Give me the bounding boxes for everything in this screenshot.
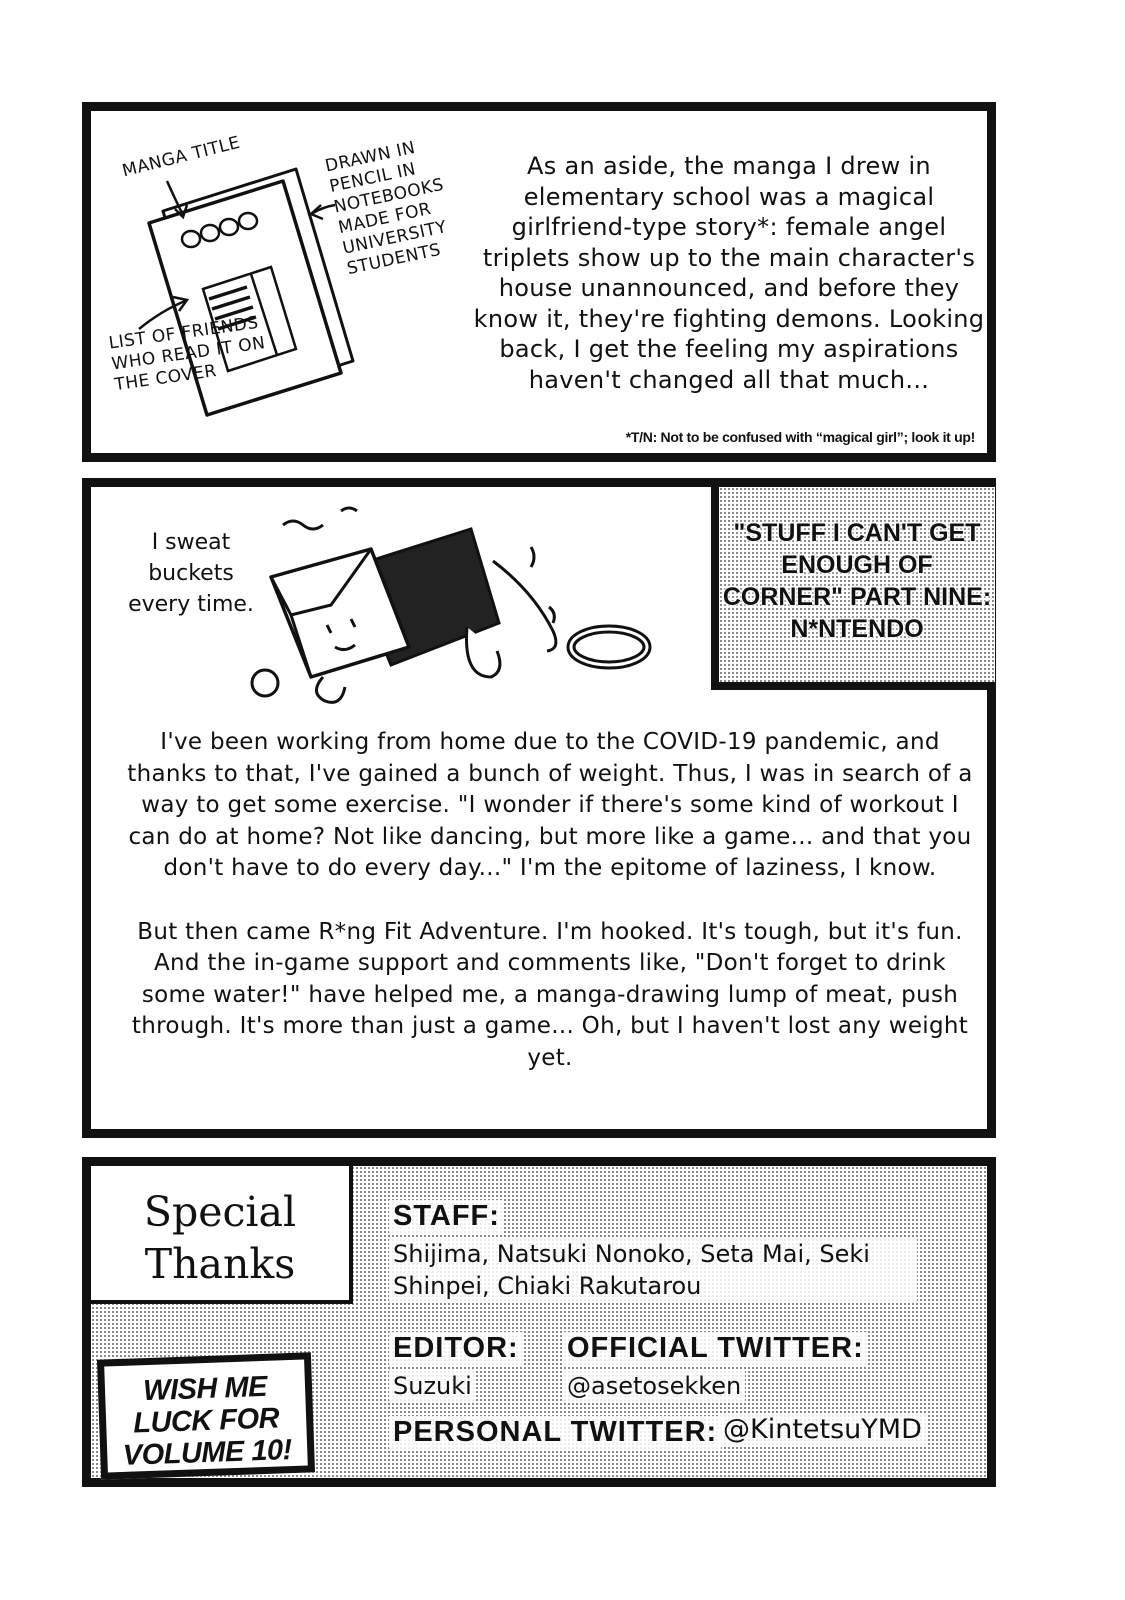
label-manga-title: MANGA TITLE xyxy=(120,132,243,182)
personal-twitter-handle: @KintetsuYMD xyxy=(719,1414,926,1446)
official-twitter-heading: OFFICIAL TWITTER: xyxy=(563,1332,868,1365)
panel-nintendo-corner xyxy=(82,478,996,1138)
tired-character-illustration xyxy=(231,497,691,707)
panel-notebook-aside xyxy=(82,102,996,462)
corner-caption-box xyxy=(711,487,995,690)
editor-name: Suzuki xyxy=(389,1370,476,1402)
wish-luck-box xyxy=(97,1352,315,1479)
translator-note: *T/N: Not to be confused with “magical girl”; look it up! xyxy=(625,429,975,445)
staff-names: Shijima, Natsuki Nonoko, Seta Mai, Seki Shinpei, Chiaki Rakutarou xyxy=(389,1238,917,1302)
wish-luck-text: WISH ME LUCK FOR VOLUME 10! xyxy=(122,1370,293,1472)
label-drawn-in-pencil: DRAWN IN PENCIL IN NOTEBOOKS MADE FOR UNIVERSITY STUDENTS xyxy=(323,137,449,280)
special-thanks-title: Special Thanks xyxy=(143,1188,297,1288)
corner-caption-text: "STUFF I CAN'T GET ENOUGH OF CORNER" PART NINE: N*NTENDO xyxy=(722,519,992,643)
paragraph-ring-fit: But then came R*ng Fit Adventure. I'm hooked. It's tough, but it's fun. And the in-game support and comments like, "Don't forget to drink some water!" have helped me, a manga-drawing lump of meat, push through. It's more than just a game... Oh, but I haven't lost any weight yet. xyxy=(131,918,969,1071)
special-thanks-box xyxy=(91,1166,353,1304)
sweat-caption: I sweat buckets every time. xyxy=(128,530,254,617)
label-list-of-friends: LIST OF FRIENDS WHO READ IT ON THE COVER xyxy=(107,312,267,396)
official-twitter-handle: @asetosekken xyxy=(563,1370,745,1402)
paragraph-covid-weight: I've been working from home due to the COVID-19 pandemic, and thanks to that, I've gained a bunch of weight. Thus, I was in search of a way to get some exercise. "I wonder if there's some kind of workout I can do at home? Not like dancing, but more like a game... and that you don't have to do every day..." I'm the epitome of laziness, I know. xyxy=(127,729,973,881)
aside-text: As an aside, the manga I drew in elementary school was a magical girlfriend-type story*: female angel triplets show up to the main character's house unannounced, and before they know it, they're fighting demons. Looking back, I get the feeling my aspirations haven't changed all that much... xyxy=(473,152,985,394)
panel-special-thanks xyxy=(82,1157,996,1487)
panel2-body xyxy=(121,727,979,1106)
personal-twitter-heading: PERSONAL TWITTER: xyxy=(389,1416,721,1449)
editor-heading: EDITOR: xyxy=(389,1332,523,1365)
staff-heading: STAFF: xyxy=(389,1200,504,1233)
